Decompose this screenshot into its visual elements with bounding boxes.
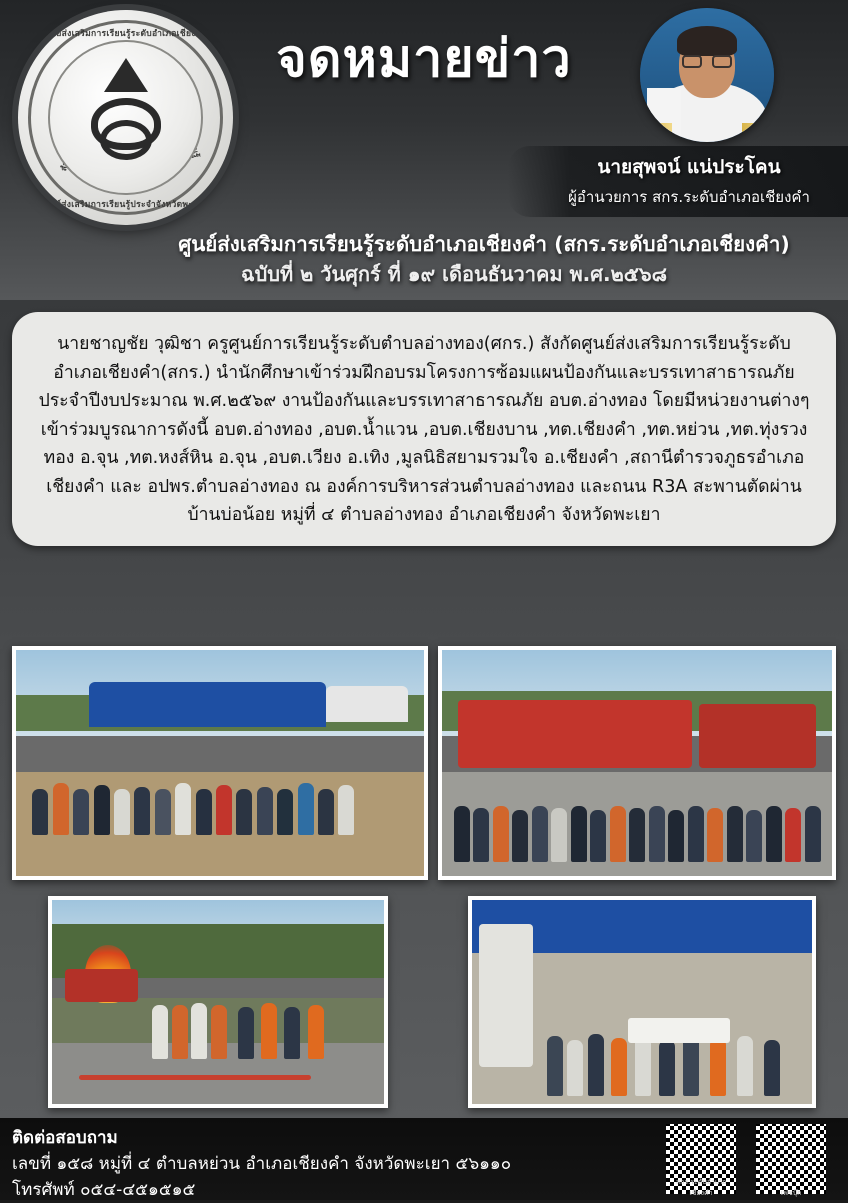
director-name: นายสุพจน์ แน่ประโคน [597, 156, 781, 178]
avatar-epaulette-left [646, 123, 672, 132]
contact-telephone: โทรศัพท์ ๐๕๔-๔๕๑๕๑๕ [12, 1180, 196, 1200]
organization-name: ศูนย์ส่งเสริมการเรียนรู้ระดับอำเภอเชียงคำ (สกร.ระดับอำเภอเชียงคำ) [178, 232, 790, 256]
photo-2 [438, 646, 836, 880]
seal-text-top: ศูนย์ส่งเสริมการเรียนรู้ระดับอำเภอเชียงคำ [44, 29, 207, 39]
qr-caption-1: สกร.ระดับอำเภอเชียงคำ [675, 1178, 727, 1197]
photo-gallery [0, 640, 848, 1120]
avatar-epaulette-right [742, 123, 768, 132]
director-name-bar [508, 146, 848, 217]
director-avatar [640, 8, 774, 142]
header [0, 0, 848, 300]
contact-address: เลขที่ ๑๕๘ หมู่ที่ ๔ ตำบลหย่วน อำเภอเชียงคำ จังหวัดพะเยา ๕๖๑๑๐ [12, 1154, 512, 1174]
photo-1 [12, 646, 428, 880]
qr-code-2[interactable] [756, 1124, 826, 1194]
photo-3 [48, 896, 388, 1108]
qr-caption-2: เฟซบุ๊ก [780, 1189, 802, 1197]
article-paragraph: นายชาญชัย วุฒิชา ครูศูนย์การเรียนรู้ระดับตำบลอ่างทอง(ศกร.) สังกัดศูนย์ส่งเสริมการเรียนรู้ระดับอำเภอเชียงคำ(สกร.) นำนักศึกษาเข้าร่วมฝึกอบรมโครงการซ้อมแผนป้องกันและบรรเทาสาธารณภัย ประจำปีงบประมาณ พ.ศ.๒๕๖๙ งานป้องกันและบรรเทาสาธารณภัย อบต.อ่างทอง โดยมีหน่วยงานต่างๆเข้าร่วมบูรณาการดังนี้ อบต.อ่างทอง ,อบต.น้ำแวน ,อบต.เชียงบาน ,ทต.เชียงคำ ,ทต.หย่วน ,ทต.ทุ่งรวงทอง อ.จุน ,ทต.หงส์หิน อ.จุน ,อบต.เวียง อ.เทิง ,มูลนิธิสยามรวมใจ อ.เชียงคำ ,สถานีตำรวจภูธรอำเภอเชียงคำ และ อปพร.ตำบลอ่างทอง ณ องค์การบริหารส่วนตำบลอ่างทอง และถนน R3A สะพานตัดผ่านบ้านบ่อน้อย หมู่ที่ ๔ ตำบลอ่างทอง อำเภอเชียงคำ จังหวัดพะเยา [38, 334, 810, 525]
avatar-glasses [681, 55, 733, 69]
knot-inner-icon [100, 120, 152, 160]
article-card [12, 312, 836, 546]
seal-text-bottom: ศูนย์ส่งเสริมการเรียนรู้ประจำจังหวัดพะเยา [44, 200, 207, 210]
page-title: จดหมายข่าว [276, 29, 572, 89]
contact-title: ติดต่อสอบถาม [12, 1128, 118, 1148]
issue-date-line: ฉบับที่ ๒ วันศุกร์ ที่ ๑๙ เดือนธันวาคม พ.ศ.๒๕๖๘ [240, 262, 668, 286]
photo-4 [468, 896, 816, 1108]
director-position: ผู้อำนวยการ สกร.ระดับอำเภอเชียงคำ [568, 188, 810, 206]
avatar-hair [677, 26, 737, 56]
footer [0, 1118, 848, 1200]
